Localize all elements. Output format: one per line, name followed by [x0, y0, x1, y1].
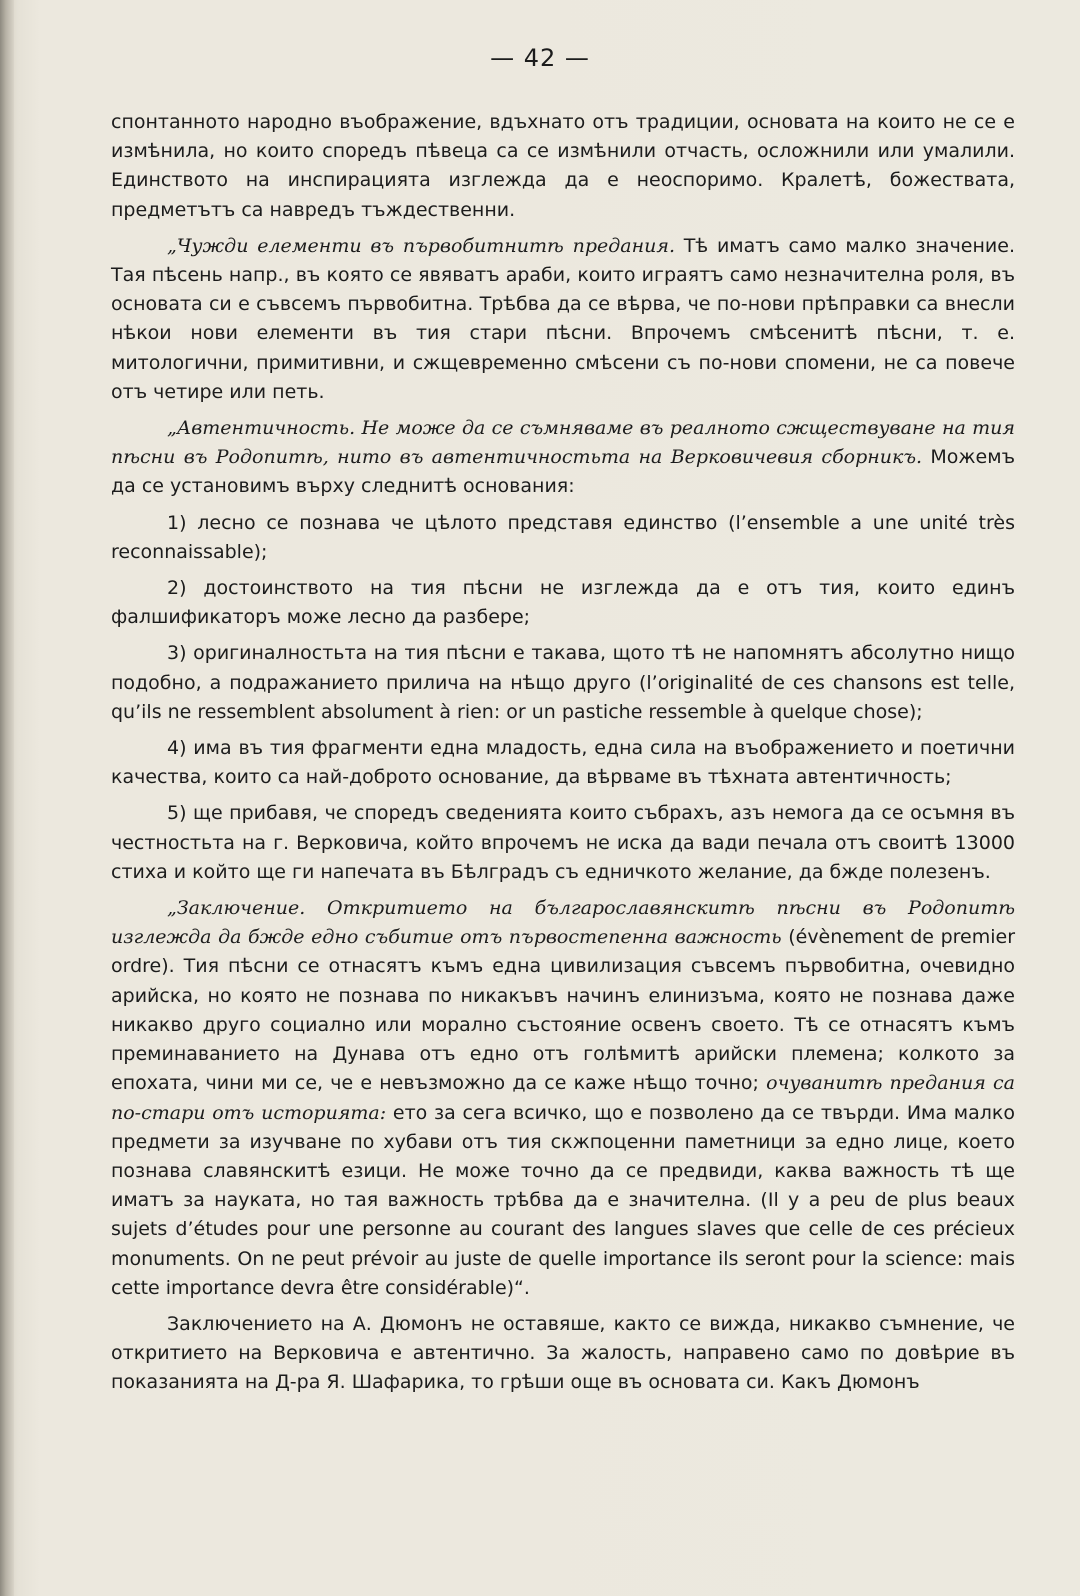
italic-span: очуванитѣ предания са по-стари отъ историята:: [111, 1072, 1016, 1124]
page-text: [111, 108, 1015, 1405]
text-span: Заключението на А. Дюмонъ не оставяше, както се вижда, никакво съмнение, че откритието на Верковича е автентично. За жалость, направено само по довѣрие въ показанията на Д-ра Я. Шафарика, то грѣши още въ основата си. Какъ Дюмонъ: [111, 1312, 1015, 1394]
italic-span: „Заключение. Откритието на българославянскитѣ пѣсни въ Родопитѣ изглежда да бжде едно събитие отъ първостепенна важность: [111, 897, 1015, 949]
paragraph-p3: [111, 509, 1015, 567]
text-span: 5) ще прибавя, че споредъ сведенията които събрахъ, азъ немога да се осъмня въ честностьта на г. Верковича, който впрочемъ не иска да вади печала отъ своитѣ 13000 стиха и който ще ги напечата въ Бѣлградъ съ едничкото желание, да бжде полезенъ.: [111, 802, 1015, 883]
page-number: — 42 —: [490, 44, 590, 72]
paragraph-p6: [111, 734, 1015, 792]
paragraph-p5: [111, 639, 1015, 727]
paragraph-p2: [111, 414, 1015, 502]
paragraph-p8: [111, 894, 1015, 1303]
page-binding-edge: [0, 0, 14, 1596]
paragraph-p1: [111, 232, 1015, 407]
paragraph-p9: [111, 1310, 1015, 1398]
text-span: 4) има въ тия фрагменти една младость, една сила на въображението и поетични качества, които са най-доброто основание, да вѣрваме въ тѣхната автентичность;: [111, 737, 1015, 789]
italic-span: „Чужди елементи въ първобитнитѣ предания.: [167, 234, 675, 257]
text-span: ето за сега всичко, що е позволено да се твърди. Има малко предмети за изучване по хубави отъ тия скжпоценни паметници за едно лице, което познава славянскитѣ езици. Не може точно да се предвиди, каква важность тѣ ще иматъ за науката, но тая важность трѣбва да е значителна. (Il y a peu de plus beaux sujets d’études pour une personne au courant des langues slaves que celle de ces précieux monuments. On ne peut prévoir au juste de quelle importance ils seront pour la science: mais cette importance devra être considérable)“.: [111, 1101, 1015, 1299]
paragraph-p0: [111, 108, 1015, 225]
text-span: спонтанното народно въображение, вдъхнато отъ традиции, основата на които не се е измѣнила, но които споредъ пѣвеца са се измѣнили отчасть, осложнили или умалили. Единството на инспирацията изглежда да е неоспоримо. Кралетѣ, божествата, предметътъ са навредъ тъждественни.: [111, 111, 1015, 221]
paragraph-p7: [111, 799, 1015, 887]
text-span: Тѣ иматъ само малко значение. Тая пѣсень напр., въ която се явяватъ араби, които играятъ само незначителна роля, въ основата си е съвсемъ първобитна. Трѣбва да се вѣрва, че по-нови прѣправки са внесли нѣкои нови елементи въ тия стари пѣсни. Впрочемъ смѣсенитѣ пѣсни, т. е. митологични, примитивни, и сжщевременно смѣсени съ по-нови спомени, не са повече отъ четире или петь.: [111, 234, 1015, 403]
text-span: 3) оригиналностьта на тия пѣсни е такава, щото тѣ не напомнятъ абсолутно нищо подобно, а подражанието прилича на нѣщо друго (l’originalité de ces chansons est telle, qu’ils ne ressemblent absolument à rien: or un pastiche ressemble à quelque chose);: [111, 642, 1015, 723]
paragraph-p4: [111, 574, 1015, 632]
italic-span: „Автентичность. Не може да се съмняваме въ реалното сжществуване на тия пѣсни въ Родопитѣ, нито въ автентичностьта на Верковичевия сборникъ.: [111, 417, 1015, 469]
text-span: Можемъ да се установимъ върху следнитѣ основания:: [111, 446, 1015, 498]
text-span: 1) лесно се познава че цѣлото представя единство (l’ensemble a une unité très reconnaissable);: [111, 511, 1015, 563]
text-span: 2) достоинството на тия пѣсни не изглежда да е отъ тия, които единъ фалшификаторъ може лесно да разбере;: [111, 577, 1015, 629]
text-span: (évènement de premier ordre). Тия пѣсни се отнасятъ къмъ една цивилизация съвсемъ първобитна, очевидно арийска, но която не познава по никакъвъ начинъ елинизъма, която не познава даже никакво друго социално или морално състояние освенъ своето. Тѣ се отнасятъ къмъ преминаванието на Дунава отъ едно отъ голѣмитѣ арийски племена; колкото за епохата, чини ми се, че е невъзможно да се каже нѣщо точно;: [111, 926, 1016, 1095]
